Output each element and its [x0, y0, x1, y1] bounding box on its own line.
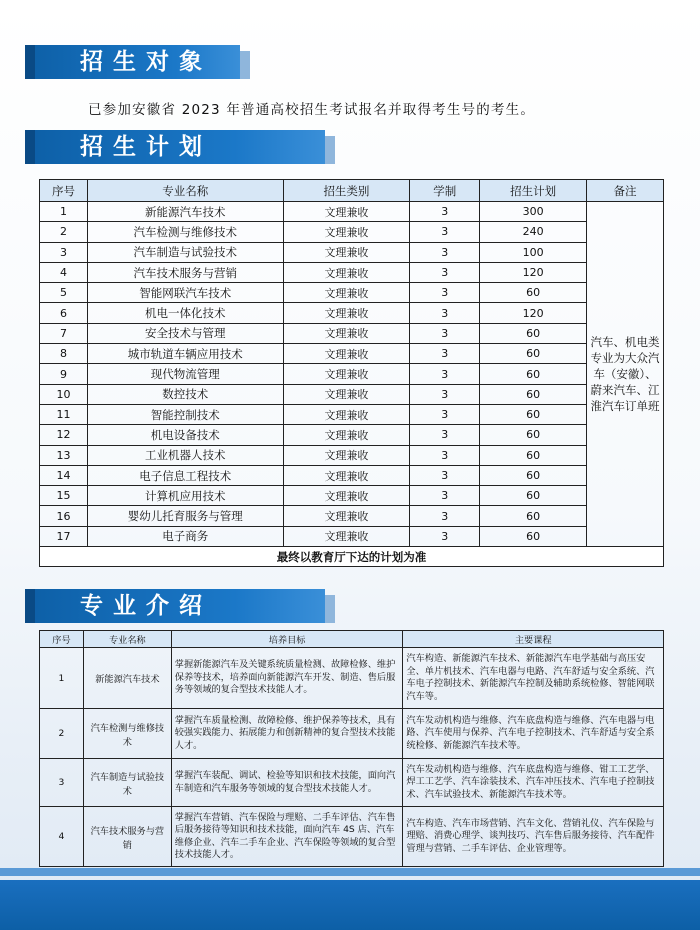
col-header-goal: 培养目标	[171, 631, 403, 648]
cell-no: 1	[40, 202, 88, 222]
plan-footer-note: 最终以教育厅下达的计划为准	[40, 547, 664, 567]
cell-years: 3	[410, 344, 480, 364]
cell-quota: 60	[480, 323, 587, 343]
section-title-plan: 招生计划	[80, 134, 212, 160]
cell-years: 3	[410, 242, 480, 262]
cell-no: 2	[40, 709, 84, 759]
table-row	[40, 222, 664, 242]
table-row	[40, 323, 664, 343]
cell-no: 2	[40, 222, 88, 242]
col-header-name: 专业名称	[87, 180, 283, 202]
col-header-category: 招生类别	[283, 180, 410, 202]
bottom-band-light	[0, 868, 700, 876]
cell-major-name: 电子信息工程技术	[87, 465, 283, 485]
cell-major-name: 现代物流管理	[87, 364, 283, 384]
table-row	[40, 486, 664, 506]
cell-major-name: 机电一体化技术	[87, 303, 283, 323]
cell-category: 文理兼收	[283, 425, 410, 445]
table-row	[40, 445, 664, 465]
cell-courses: 汽车发动机构造与维修、汽车底盘构造与维修、汽车电器与电路、汽车使用与保养、汽车电子控制技术、汽车舒适与安全系统检修、新能源汽车技术等。	[403, 709, 664, 759]
table-row	[40, 344, 664, 364]
cell-no: 15	[40, 486, 88, 506]
cell-quota: 60	[480, 364, 587, 384]
section-banner-target	[25, 45, 240, 79]
cell-courses: 汽车构造、新能源汽车技术、新能源汽车电学基础与高压安全、单片机技术、汽车电器与电路、汽车舒适与安全系统、汽车电子控制技术、新能源汽车控制及辅助系统检修、智能网联汽车等。	[403, 648, 664, 709]
col-header-quota: 招生计划	[480, 180, 587, 202]
table-row	[40, 465, 664, 485]
cell-quota: 240	[480, 222, 587, 242]
table-row	[40, 648, 664, 709]
major-intro-table	[39, 630, 664, 867]
banner-shadow	[240, 51, 250, 79]
cell-years: 3	[410, 262, 480, 282]
cell-no: 6	[40, 303, 88, 323]
cell-category: 文理兼收	[283, 283, 410, 303]
cell-major-name: 工业机器人技术	[87, 445, 283, 465]
cell-major-name: 汽车技术服务与营销	[87, 262, 283, 282]
col-header-no: 序号	[40, 631, 84, 648]
banner-strip	[25, 589, 35, 623]
cell-no: 11	[40, 404, 88, 424]
cell-category: 文理兼收	[283, 202, 410, 222]
cell-years: 3	[410, 486, 480, 506]
cell-major-name: 电子商务	[87, 526, 283, 546]
cell-quota: 60	[480, 283, 587, 303]
cell-category: 文理兼收	[283, 323, 410, 343]
table-row	[40, 759, 664, 807]
cell-category: 文理兼收	[283, 526, 410, 546]
cell-no: 3	[40, 242, 88, 262]
cell-years: 3	[410, 425, 480, 445]
cell-years: 3	[410, 323, 480, 343]
cell-no: 4	[40, 807, 84, 867]
cell-category: 文理兼收	[283, 222, 410, 242]
cell-no: 13	[40, 445, 88, 465]
cell-no: 12	[40, 425, 88, 445]
cell-quota: 300	[480, 202, 587, 222]
table-row	[40, 283, 664, 303]
cell-years: 3	[410, 526, 480, 546]
col-header-no: 序号	[40, 180, 88, 202]
cell-major-name: 城市轨道车辆应用技术	[87, 344, 283, 364]
cell-goal: 掌握汽车质量检测、故障检修、维护保养等技术，具有较强实践能力、拓展能力和创新精神的复合型技术技能人才。	[171, 709, 403, 759]
cell-courses: 汽车发动机构造与维修、汽车底盘构造与维修、钳工工艺学、焊工工艺学、汽车涂装技术、汽车冲压技术、汽车电子控制技术、汽车试验技术、新能源汽车技术等。	[403, 759, 664, 807]
cell-category: 文理兼收	[283, 344, 410, 364]
cell-major-name: 汽车检测与维修技术	[87, 222, 283, 242]
cell-years: 3	[410, 303, 480, 323]
section-banner-plan	[25, 130, 325, 164]
bottom-band-dark	[0, 880, 700, 930]
cell-quota: 60	[480, 506, 587, 526]
cell-quota: 60	[480, 526, 587, 546]
col-header-note: 备注	[587, 180, 664, 202]
banner-strip	[25, 45, 35, 79]
table-row	[40, 506, 664, 526]
cell-major-name: 汽车制造与试验技术	[87, 242, 283, 262]
plan-footer-row	[40, 547, 664, 567]
cell-no: 16	[40, 506, 88, 526]
cell-no: 10	[40, 384, 88, 404]
cell-quota: 60	[480, 465, 587, 485]
cell-major-name: 数控技术	[87, 384, 283, 404]
section-banner-intro	[25, 589, 325, 623]
cell-years: 3	[410, 506, 480, 526]
cell-goal: 掌握汽车装配、调试、检验等知识和技术技能，面向汽车制造和汽车服务等领域的复合型技术技能人才。	[171, 759, 403, 807]
target-description: 已参加安徽省 2023 年普通高校招生考试报名并取得考生号的考生。	[88, 102, 536, 118]
cell-no: 5	[40, 283, 88, 303]
cell-major-name: 汽车技术服务与营销	[83, 807, 171, 867]
table-row	[40, 242, 664, 262]
cell-no: 1	[40, 648, 84, 709]
cell-quota: 120	[480, 262, 587, 282]
cell-years: 3	[410, 445, 480, 465]
banner-shadow	[325, 595, 335, 623]
cell-major-name: 智能控制技术	[87, 404, 283, 424]
cell-quota: 60	[480, 425, 587, 445]
cell-major-name: 婴幼儿托育服务与管理	[87, 506, 283, 526]
cell-no: 9	[40, 364, 88, 384]
cell-no: 7	[40, 323, 88, 343]
cell-no: 14	[40, 465, 88, 485]
col-header-name: 专业名称	[83, 631, 171, 648]
cell-goal: 掌握汽车营销、汽车保险与理赔、二手车评估、汽车售后服务接待等知识和技术技能，面向汽车 4S 店、汽车维修企业、汽车二手车企业、汽车保险等领域的复合型技术技能人才。	[171, 807, 403, 867]
cell-no: 8	[40, 344, 88, 364]
cell-quota: 60	[480, 486, 587, 506]
cell-category: 文理兼收	[283, 364, 410, 384]
cell-no: 3	[40, 759, 84, 807]
cell-category: 文理兼收	[283, 465, 410, 485]
cell-no: 4	[40, 262, 88, 282]
col-header-years: 学制	[410, 180, 480, 202]
plan-header-row	[40, 180, 664, 202]
table-row	[40, 404, 664, 424]
cell-quota: 60	[480, 404, 587, 424]
cell-category: 文理兼收	[283, 404, 410, 424]
cell-quota: 60	[480, 344, 587, 364]
major-header-row	[40, 631, 664, 648]
cell-major-name: 新能源汽车技术	[83, 648, 171, 709]
section-title-target: 招生对象	[80, 49, 212, 75]
cell-category: 文理兼收	[283, 262, 410, 282]
col-header-courses: 主要课程	[403, 631, 664, 648]
cell-major-name: 汽车检测与维修技术	[83, 709, 171, 759]
cell-years: 3	[410, 384, 480, 404]
section-title-intro: 专业介绍	[80, 593, 212, 619]
table-row	[40, 303, 664, 323]
cell-goal: 掌握新能源汽车及关键系统质量检测、故障检修、维护保养等技术，培养面向新能源汽车开发、制造、售后服务等领域的复合型技术技能人才。	[171, 648, 403, 709]
cell-major-name: 计算机应用技术	[87, 486, 283, 506]
cell-major-name: 汽车制造与试验技术	[83, 759, 171, 807]
cell-quota: 60	[480, 384, 587, 404]
cell-category: 文理兼收	[283, 445, 410, 465]
cell-years: 3	[410, 202, 480, 222]
cell-courses: 汽车构造、汽车市场营销、汽车文化、营销礼仪、汽车保险与理赔、消费心理学、谈判技巧、汽车售后服务接待、汽车配件管理与营销、二手车评估、企业管理等。	[403, 807, 664, 867]
cell-no: 17	[40, 526, 88, 546]
cell-quota: 100	[480, 242, 587, 262]
cell-category: 文理兼收	[283, 303, 410, 323]
cell-category: 文理兼收	[283, 384, 410, 404]
cell-major-name: 机电设备技术	[87, 425, 283, 445]
enrollment-plan-table	[39, 179, 664, 567]
cell-major-name: 新能源汽车技术	[87, 202, 283, 222]
cell-years: 3	[410, 465, 480, 485]
cell-category: 文理兼收	[283, 242, 410, 262]
table-row	[40, 364, 664, 384]
table-row	[40, 709, 664, 759]
banner-strip	[25, 130, 35, 164]
cell-quota: 60	[480, 445, 587, 465]
table-row	[40, 807, 664, 867]
cell-category: 文理兼收	[283, 486, 410, 506]
table-row	[40, 262, 664, 282]
table-row	[40, 384, 664, 404]
cell-years: 3	[410, 364, 480, 384]
cell-years: 3	[410, 404, 480, 424]
table-row	[40, 425, 664, 445]
table-row	[40, 202, 664, 222]
cell-years: 3	[410, 283, 480, 303]
cell-note: 汽车、机电类专业为大众汽车（安徽）、蔚来汽车、江淮汽车订单班	[587, 202, 664, 547]
table-row	[40, 526, 664, 546]
cell-major-name: 安全技术与管理	[87, 323, 283, 343]
cell-quota: 120	[480, 303, 587, 323]
cell-years: 3	[410, 222, 480, 242]
cell-major-name: 智能网联汽车技术	[87, 283, 283, 303]
cell-category: 文理兼收	[283, 506, 410, 526]
banner-shadow	[325, 136, 335, 164]
